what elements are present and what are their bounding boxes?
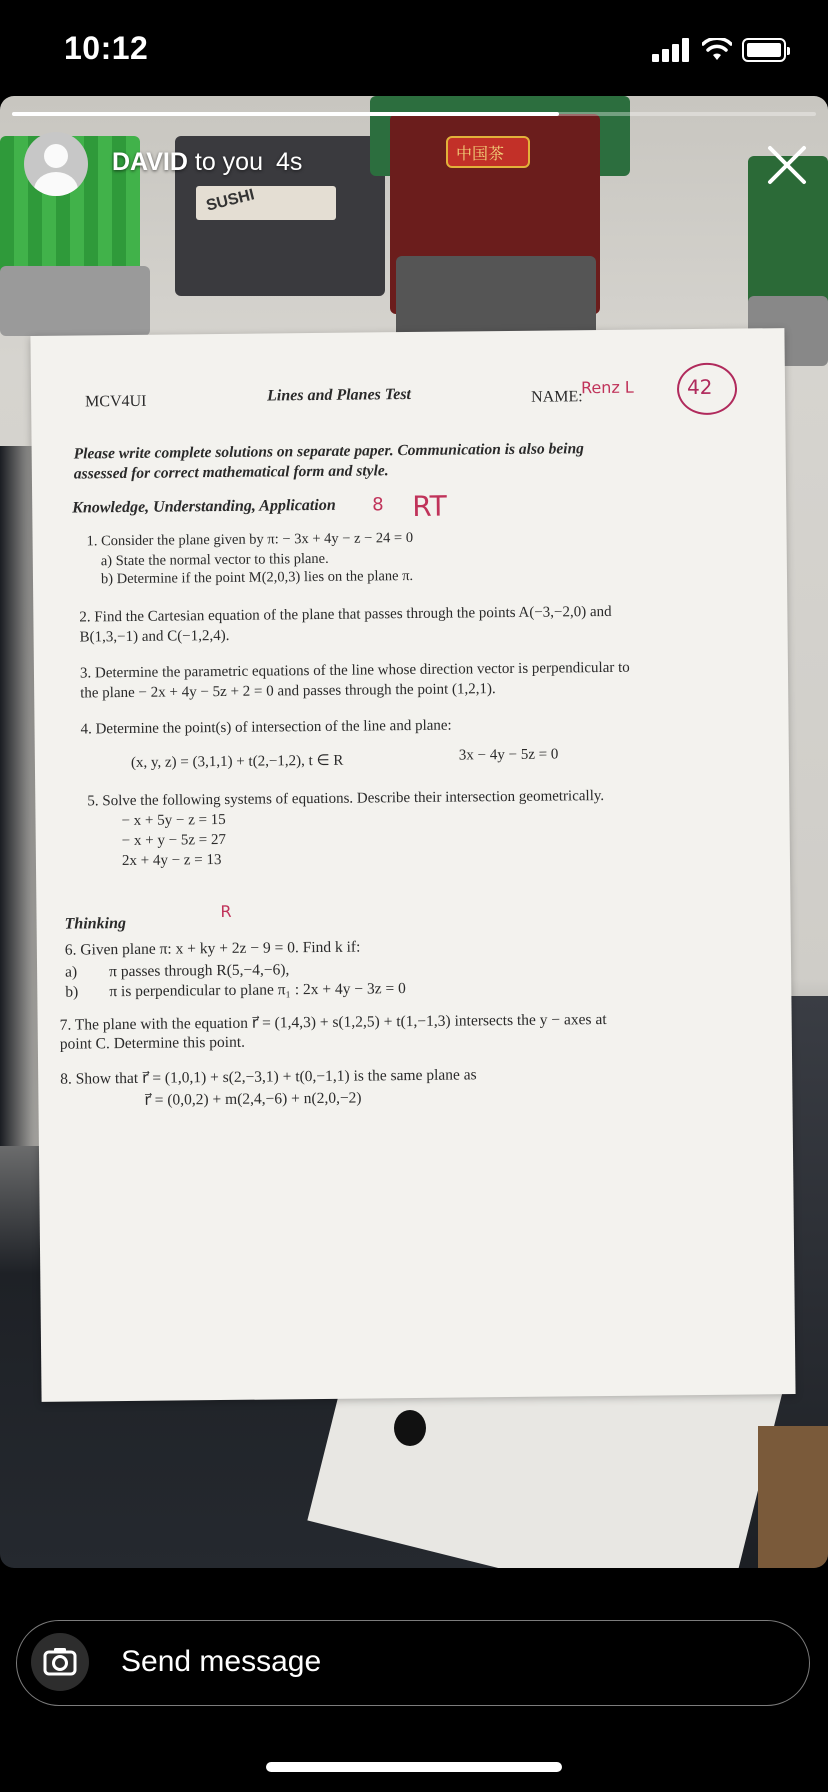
lego-sushi-sign-text: SUSHI bbox=[204, 186, 257, 215]
recipient-text: to you bbox=[194, 148, 263, 176]
question-5-equation-2: − x + y − 5z = 27 bbox=[121, 831, 227, 850]
question-6b-label: b) bbox=[65, 983, 79, 1001]
lego-teahouse-sign-text: 中国茶 bbox=[456, 146, 505, 163]
handwritten-score: 42 bbox=[686, 374, 713, 400]
story-progress-fill bbox=[12, 112, 559, 116]
question-1b: b) Determine if the point M(2,0,3) lies on the plane π. bbox=[100, 567, 414, 588]
lego-sushi-sign bbox=[196, 186, 336, 220]
section-knowledge-mark: 8 bbox=[372, 494, 384, 516]
section-knowledge: Knowledge, Understanding, Application bbox=[72, 496, 336, 517]
question-5: 5. Solve the following systems of equations. Describe their intersection geometrically. bbox=[87, 787, 605, 810]
story-sender[interactable] bbox=[112, 148, 302, 177]
question-1: 1. Consider the plane given by π: − 3x + 4y − z − 24 = 0 bbox=[86, 529, 414, 550]
sender-name: DAVID bbox=[112, 148, 188, 176]
status-bar bbox=[0, 0, 828, 96]
question-2-line-2: B(1,3,−1) and C(−1,2,4). bbox=[79, 627, 230, 646]
instructions-line-2: assessed for correct mathematical form and style. bbox=[73, 462, 389, 483]
section-knowledge-handwriting: RT bbox=[412, 489, 447, 523]
close-icon[interactable] bbox=[762, 140, 812, 190]
story-progress-bar bbox=[12, 112, 816, 116]
section-thinking-handwriting: R bbox=[220, 901, 232, 922]
question-3-line-1: 3. Determine the parametric equations of the line whose direction vector is perpendicular to bbox=[79, 659, 630, 682]
question-7-line-1: 7. The plane with the equation r⃗ = (1,4,3) + s(1,2,5) + t(1,−1,3) intersects the y − axes at bbox=[59, 1010, 607, 1034]
question-3-line-2: the plane − 2x + 4y − 5z + 2 = 0 and passes through the point (1,2,1). bbox=[80, 681, 496, 702]
home-indicator[interactable] bbox=[266, 1762, 562, 1772]
wood-floor bbox=[758, 1426, 828, 1568]
test-title: Lines and Planes Test bbox=[266, 385, 412, 405]
question-7-line-2: point C. Determine this point. bbox=[59, 1033, 246, 1053]
wifi-icon bbox=[702, 38, 732, 62]
name-label: NAME: bbox=[531, 388, 583, 406]
story-age: 4s bbox=[275, 148, 303, 176]
question-4-line: (x, y, z) = (3,1,1) + t(2,−1,2), t ∈ R bbox=[130, 752, 344, 771]
send-message-bar[interactable] bbox=[16, 1620, 810, 1706]
story-photo bbox=[0, 96, 828, 1568]
question-5-equation-1: − x + 5y − z = 15 bbox=[121, 811, 226, 830]
question-6: 6. Given plane π: x + ky + 2z − 9 = 0. Find k if: bbox=[64, 938, 361, 959]
question-8-line-2: r⃗ = (0,0,2) + m(2,4,−6) + n(2,0,−2) bbox=[144, 1089, 362, 1109]
lego-teahouse-sign bbox=[446, 136, 530, 168]
question-5-equation-3: 2x + 4y − z = 13 bbox=[121, 852, 222, 870]
score-circle bbox=[677, 363, 738, 416]
question-6a-label: a) bbox=[65, 963, 78, 981]
marker-dot bbox=[394, 1410, 426, 1446]
section-thinking: Thinking bbox=[64, 915, 127, 933]
instructions-line-1: Please write complete solutions on separate paper. Communication is also being bbox=[73, 440, 584, 463]
avatar[interactable] bbox=[24, 132, 88, 196]
cellular-signal-icon bbox=[652, 38, 690, 62]
send-message-input[interactable]: Send message bbox=[121, 1645, 322, 1678]
handwritten-name: Renz L bbox=[580, 377, 634, 398]
question-1a: a) State the normal vector to this plane. bbox=[100, 550, 329, 570]
course-code: MCV4UI bbox=[85, 392, 147, 411]
question-4: 4. Determine the point(s) of intersection of the line and plane: bbox=[80, 717, 452, 738]
lego-green-base bbox=[0, 266, 150, 336]
camera-button[interactable] bbox=[31, 1633, 89, 1691]
question-6a: π passes through R(5,−4,−6), bbox=[109, 961, 290, 981]
test-paper bbox=[30, 328, 795, 1402]
question-2-line-1: 2. Find the Cartesian equation of the plane that passes through the points A(−3,−2,0) and bbox=[79, 603, 612, 626]
battery-icon bbox=[742, 38, 786, 62]
question-8-line-1: 8. Show that r⃗ = (1,0,1) + s(2,−3,1) + t(0,−1,1) is the same plane as bbox=[60, 1066, 477, 1088]
question-6b: π is perpendicular to plane π₁ : 2x + 4y − 3z = 0 bbox=[109, 980, 406, 1001]
question-4-plane: 3x − 4y − 5z = 0 bbox=[458, 746, 559, 764]
camera-icon bbox=[31, 1633, 89, 1691]
status-time: 10:12 bbox=[64, 30, 149, 66]
